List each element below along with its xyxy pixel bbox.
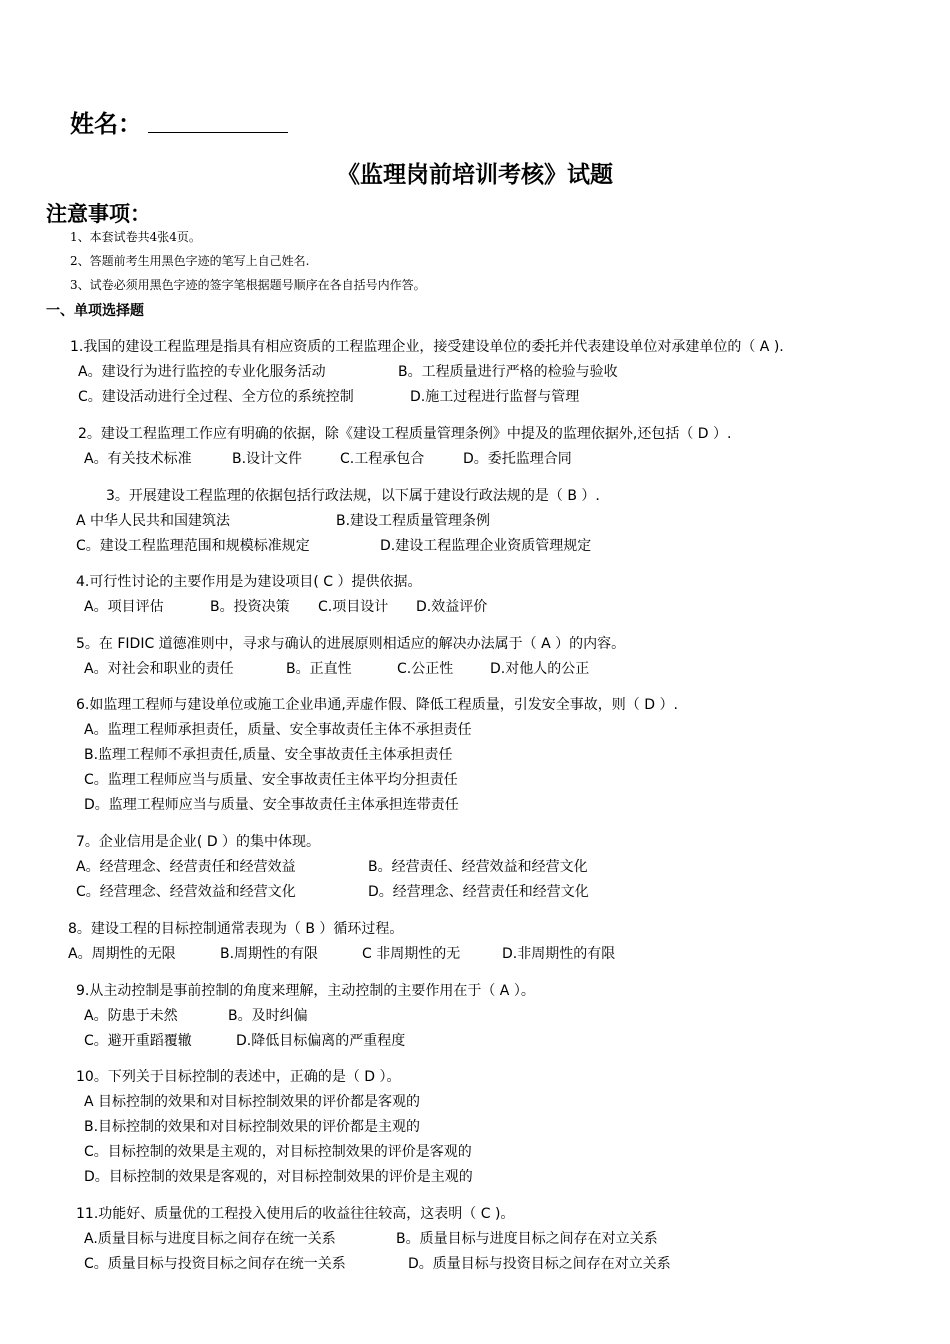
- question-option: A 目标控制的效果和对目标控制效果的评价都是客观的: [84, 1094, 421, 1110]
- note-item: 2、答题前考生用黑色字迹的笔写上自己姓名.: [70, 254, 310, 268]
- question-stem: 2。建设工程监理工作应有明确的依据，除《建设工程质量管理条例》中提及的监理依据外,还包括（ D ）.: [78, 426, 732, 442]
- question-option: C.工程承包合: [340, 451, 425, 467]
- question-option: D。经营理念、经营责任和经营文化: [368, 884, 589, 900]
- question-option: D。监理工程师应当与质量、安全事故责任主体承担连带责任: [84, 797, 459, 813]
- question-option: D.非周期性的有限: [502, 946, 616, 962]
- question-option: B.目标控制的效果和对目标控制效果的评价都是主观的: [84, 1119, 421, 1135]
- question-option: D.建设工程监理企业资质管理规定: [380, 538, 592, 554]
- question-option: C。建设活动进行全过程、全方位的系统控制: [78, 389, 354, 405]
- question-option: C。质量目标与投资目标之间存在统一关系: [84, 1256, 346, 1272]
- question-option: C。建设工程监理范围和规模标准规定: [76, 538, 310, 554]
- section-title: 一、单项选择题: [46, 303, 144, 319]
- notes-heading: 注意事项：: [46, 202, 151, 226]
- question-stem: 6.如监理工程师与建设单位或施工企业串通,弄虚作假、降低工程质量，引发安全事故，则（ D ）.: [76, 697, 678, 713]
- question-option: B。工程质量进行严格的检验与验收: [398, 364, 618, 380]
- question-option: D.施工过程进行监督与管理: [410, 389, 580, 405]
- question-option: D。委托监理合同: [463, 451, 572, 467]
- name-blank-line[interactable]: [148, 132, 288, 133]
- question-option: A.质量目标与进度目标之间存在统一关系: [84, 1231, 336, 1247]
- question-option: A。建设行为进行监控的专业化服务活动: [78, 364, 326, 380]
- question-option: A。对社会和职业的责任: [84, 661, 234, 677]
- question-option: C.公正性: [397, 661, 454, 677]
- question-option: A。项目评估: [84, 599, 164, 615]
- question-option: C。经营理念、经营效益和经营文化: [76, 884, 296, 900]
- question-option: C。监理工程师应当与质量、安全事故责任主体平均分担责任: [84, 772, 458, 788]
- question-option: C。目标控制的效果是主观的，对目标控制效果的评价是客观的: [84, 1144, 472, 1160]
- question-option: D。目标控制的效果是客观的，对目标控制效果的评价是主观的: [84, 1169, 473, 1185]
- question-stem: 10。下列关于目标控制的表述中，正确的是（ D ）。: [76, 1069, 401, 1085]
- question-option: B。及时纠偏: [228, 1008, 308, 1024]
- question-option: D.对他人的公正: [490, 661, 590, 677]
- question-option: A 中华人民共和国建筑法: [76, 513, 231, 529]
- question-option: A。监理工程师承担责任，质量、安全事故责任主体不承担责任: [84, 722, 472, 738]
- question-option: B。正直性: [286, 661, 352, 677]
- question-option: B。质量目标与进度目标之间存在对立关系: [396, 1231, 658, 1247]
- note-item: 1、本套试卷共4张4页。: [70, 230, 201, 244]
- question-option: A。防患于未然: [84, 1008, 178, 1024]
- question-stem: 4.可行性讨论的主要作用是为建设项目( C ）提供依据。: [76, 574, 422, 590]
- question-option: B。经营责任、经营效益和经营文化: [368, 859, 588, 875]
- question-option: B。投资决策: [210, 599, 290, 615]
- question-stem: 9.从主动控制是事前控制的角度来理解，主动控制的主要作用在于（ A ）。: [76, 983, 535, 999]
- name-label: 姓名：: [70, 110, 142, 138]
- page-title: 《监理岗前培训考核》试题: [337, 162, 613, 188]
- question-option: D。质量目标与投资目标之间存在对立关系: [408, 1256, 671, 1272]
- question-stem: 5。在 FIDIC 道德准则中，寻求与确认的进展原则相适应的解决办法属于（ A ）的内容。: [76, 636, 626, 652]
- question-option: C.项目设计: [318, 599, 389, 615]
- question-stem: 11.功能好、质量优的工程投入使用后的收益往往较高，这表明（ C )。: [76, 1206, 515, 1222]
- question-option: B.建设工程质量管理条例: [336, 513, 491, 529]
- question-option: C 非周期性的无: [362, 946, 461, 962]
- question-stem: 1.我国的建设工程监理是指具有相应资质的工程监理企业，接受建设单位的委托并代表建设单位对承建单位的（ A ).: [70, 339, 784, 355]
- question-stem: 7。企业信用是企业( D ）的集中体现。: [76, 834, 321, 850]
- question-option: B.设计文件: [232, 451, 303, 467]
- question-option: D.降低目标偏离的严重程度: [236, 1033, 406, 1049]
- question-option: A。有关技术标准: [84, 451, 192, 467]
- question-option: A。经营理念、经营责任和经营效益: [76, 859, 296, 875]
- question-option: B.周期性的有限: [220, 946, 319, 962]
- question-option: B.监理工程师不承担责任,质量、安全事故责任主体承担责任: [84, 747, 453, 763]
- note-item: 3、试卷必须用黑色字迹的签字笔根据题号顺序在各自括号内作答。: [70, 278, 426, 292]
- question-stem: 8。建设工程的目标控制通常表现为（ B ）循环过程。: [68, 921, 404, 937]
- question-stem: 3。开展建设工程监理的依据包括行政法规，以下属于建设行政法规的是（ B ）.: [106, 488, 600, 504]
- question-option: A。周期性的无限: [68, 946, 176, 962]
- question-option: D.效益评价: [416, 599, 488, 615]
- question-option: C。避开重蹈覆辙: [84, 1033, 192, 1049]
